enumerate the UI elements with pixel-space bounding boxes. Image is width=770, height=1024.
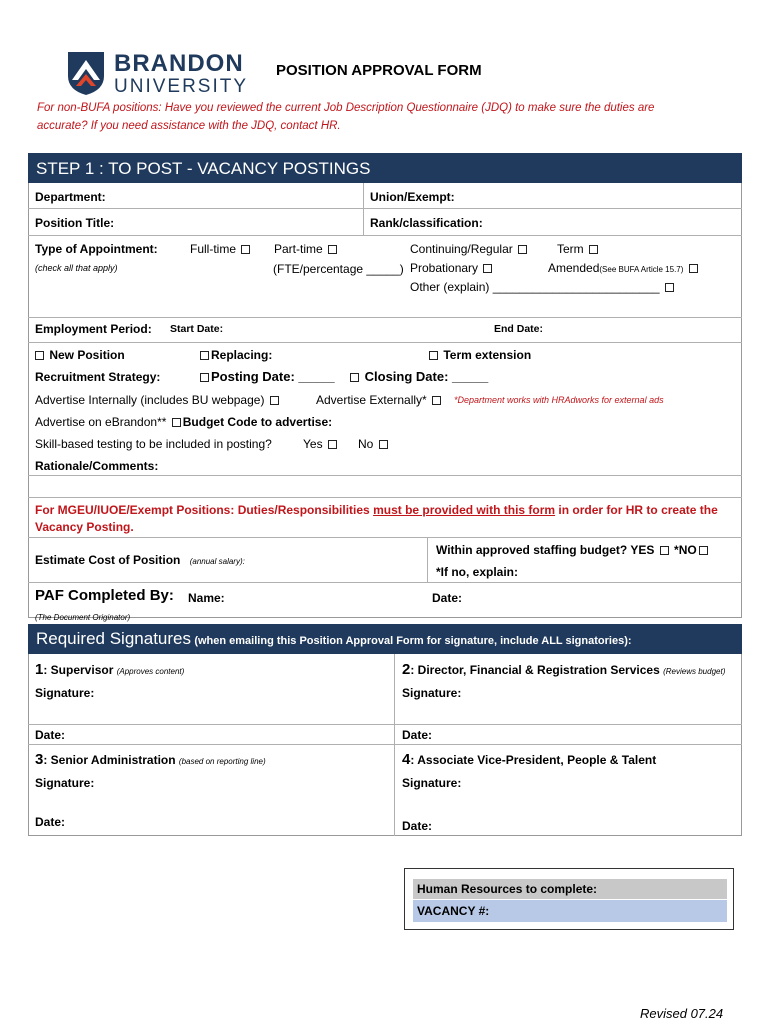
amended-option[interactable] (548, 261, 700, 275)
rationale-label[interactable]: Rationale/Comments: (35, 459, 159, 473)
form-title: POSITION APPROVAL FORM (276, 62, 482, 79)
other-label: Other (explain) _________________________ (410, 280, 660, 294)
new-position-option[interactable] (33, 348, 125, 362)
posting-date-option[interactable] (198, 369, 335, 384)
signatory-1-note: (Approves content) (116, 667, 185, 676)
part-time-label: Part-time (274, 242, 323, 256)
bufa-notice-line1: For non-BUFA positions: Have you reviewed the current Job Description Questionnaire (JDQ) to make sure the duties are (37, 102, 655, 114)
budget-code-label: Budget Code to advertise: (182, 415, 333, 429)
advertise-ebrandon-option[interactable] (35, 415, 332, 429)
signatory-2-title: : Director, Financial & Registration Services (410, 663, 660, 677)
skill-no-label: No (358, 437, 374, 451)
skill-no-checkbox[interactable] (379, 440, 388, 449)
amended-note: (See BUFA Article 15.7) (599, 265, 684, 274)
replacing-label: Replacing: (211, 348, 273, 362)
posting-date-label: Posting Date: _____ (211, 369, 335, 384)
estimate-cost-label[interactable] (35, 553, 245, 567)
budget-no-label: *NO (674, 543, 697, 557)
probationary-checkbox[interactable] (483, 264, 492, 273)
signatory-2-date[interactable]: Date: (402, 728, 433, 742)
term-extension-label: Term extension (443, 348, 532, 362)
signatory-1-date[interactable]: Date: (35, 728, 66, 742)
bufa-notice-line2: accurate? If you need assistance with the JDQ, contact HR. (37, 120, 341, 132)
term-checkbox[interactable] (589, 245, 598, 254)
signatures-title-text: Required Signatures (36, 629, 191, 648)
advertise-internally-label: Advertise Internally (includes BU webpage) (35, 393, 265, 407)
advertise-externally-option[interactable] (316, 393, 443, 407)
vacancy-number-field[interactable]: VACANCY #: (413, 900, 727, 922)
term-extension-option[interactable] (427, 348, 531, 362)
check-all-note: (check all that apply) (35, 263, 118, 273)
signatory-2-heading (402, 661, 725, 678)
step1-header (28, 153, 742, 183)
signatory-2-number: 2 (402, 661, 411, 678)
type-of-appointment-label: Type of Appointment: (35, 242, 158, 256)
employment-period-label: Employment Period: (35, 322, 152, 336)
signatory-4-heading (402, 751, 656, 768)
new-position-checkbox[interactable] (35, 351, 44, 360)
rank-classification-label[interactable]: Rank/classification: (370, 216, 483, 230)
step1-title: STEP 1 : TO POST - VACANCY POSTINGS (36, 159, 371, 178)
part-time-checkbox[interactable] (328, 245, 337, 254)
mgeu-notice-prefix: For MGEU/IUOE/Exempt Positions: Duties/Responsibilities (35, 503, 374, 517)
paf-completed-by-label: PAF Completed By: (35, 587, 174, 604)
signatures-subtitle: (when emailing this Position Approval Form for signature, include ALL signatories): (194, 635, 632, 647)
signatures-title (36, 629, 632, 649)
hr-box (404, 868, 734, 930)
signatory-4-date[interactable]: Date: (402, 819, 433, 833)
signatures-box (28, 624, 742, 836)
advertise-externally-label: Advertise Externally* (316, 393, 427, 407)
term-label: Term (557, 242, 584, 256)
other-checkbox[interactable] (665, 283, 674, 292)
within-budget-label: Within approved staffing budget? YES (436, 543, 655, 557)
estimate-cost-text: Estimate Cost of Position (35, 553, 181, 567)
signatory-3-title: : Senior Administration (43, 753, 176, 767)
mgeu-notice-line1 (35, 503, 718, 517)
term-extension-checkbox[interactable] (429, 351, 438, 360)
logo-line2: UNIVERSITY (114, 76, 249, 97)
mgeu-notice-line2: Vacancy Posting. (35, 520, 134, 534)
paf-name-label[interactable]: Name: (188, 591, 225, 605)
department-label[interactable]: Department: (35, 190, 106, 204)
document-originator-note: (The Document Originator) (35, 613, 131, 622)
signatory-4-signature[interactable]: Signature: (402, 776, 462, 790)
signatory-2-signature[interactable]: Signature: (402, 686, 462, 700)
revised-date: Revised 07.24 (640, 1006, 724, 1021)
skill-testing-label: Skill-based testing to be included in posting? (35, 437, 272, 451)
term-option[interactable] (557, 242, 600, 256)
signatory-3-signature[interactable]: Signature: (35, 776, 95, 790)
closing-date-checkbox[interactable] (350, 373, 359, 382)
new-position-label: New Position (49, 348, 125, 362)
closing-date-label: Closing Date: _____ (364, 369, 489, 384)
advertise-externally-checkbox[interactable] (432, 396, 441, 405)
signatory-3-date[interactable]: Date: (35, 815, 66, 829)
advertise-internally-checkbox[interactable] (270, 396, 279, 405)
amended-checkbox[interactable] (689, 264, 698, 273)
end-date-label[interactable]: End Date: (494, 323, 544, 335)
part-time-option[interactable] (274, 242, 339, 256)
signatory-4-title: : Associate Vice-President, People & Talent (410, 753, 657, 767)
paf-date-label[interactable]: Date: (432, 591, 463, 605)
signatory-4-number: 4 (402, 751, 411, 768)
continuing-regular-option[interactable] (410, 242, 529, 256)
advertise-internally-option[interactable] (35, 393, 281, 407)
signatory-1-signature[interactable]: Signature: (35, 686, 95, 700)
union-exempt-label[interactable]: Union/Exempt: (370, 190, 455, 204)
probationary-option[interactable] (410, 261, 494, 275)
hradworks-note: *Department works with HRAdworks for external ads (454, 395, 664, 405)
skill-yes-label: Yes (303, 437, 323, 451)
amended-label: Amended (548, 261, 600, 275)
skill-yes-option[interactable] (303, 437, 339, 451)
crest-icon (66, 50, 106, 96)
advertise-ebrandon-label: Advertise on eBrandon** (35, 415, 167, 429)
skill-no-option[interactable] (358, 437, 390, 451)
skill-yes-checkbox[interactable] (328, 440, 337, 449)
signatory-3-heading (35, 751, 266, 768)
signatory-1-heading (35, 661, 184, 678)
full-time-label: Full-time (190, 242, 237, 256)
within-budget-option[interactable] (436, 543, 710, 557)
closing-date-option[interactable] (348, 369, 488, 384)
annual-salary-note: (annual salary): (189, 557, 245, 566)
budget-no-checkbox[interactable] (699, 546, 708, 555)
signatures-header (28, 624, 742, 654)
other-option[interactable] (410, 280, 676, 294)
signatory-1-number: 1 (35, 661, 44, 678)
continuing-regular-checkbox[interactable] (518, 245, 527, 254)
advertise-ebrandon-checkbox[interactable] (172, 418, 181, 427)
mgeu-notice-suffix: in order for HR to create the (555, 503, 718, 517)
probationary-label: Probationary (410, 261, 479, 275)
replacing-option[interactable] (198, 348, 272, 362)
if-no-explain-label[interactable]: *If no, explain: (436, 565, 519, 579)
fte-label: (FTE/percentage _____) (273, 262, 404, 276)
recruitment-strategy-label: Recruitment Strategy: (35, 370, 161, 384)
signatory-3-number: 3 (35, 751, 44, 768)
signatory-3-note: (based on reporting line) (178, 757, 266, 766)
posting-date-checkbox[interactable] (200, 373, 209, 382)
continuing-regular-label: Continuing/Regular (410, 242, 513, 256)
hr-box-title: Human Resources to complete: (413, 879, 727, 899)
budget-yes-checkbox[interactable] (660, 546, 669, 555)
full-time-option[interactable] (190, 242, 252, 256)
signatory-1-title: : Supervisor (43, 663, 114, 677)
brandon-logo (66, 50, 256, 98)
replacing-checkbox[interactable] (200, 351, 209, 360)
signatory-2-note: (Reviews budget) (663, 667, 726, 676)
full-time-checkbox[interactable] (241, 245, 250, 254)
logo-line1: BRANDON (114, 50, 244, 77)
position-title-label[interactable]: Position Title: (35, 216, 115, 230)
mgeu-notice-underlined: must be provided with this form (373, 503, 556, 517)
start-date-label[interactable]: Start Date: (170, 323, 224, 335)
